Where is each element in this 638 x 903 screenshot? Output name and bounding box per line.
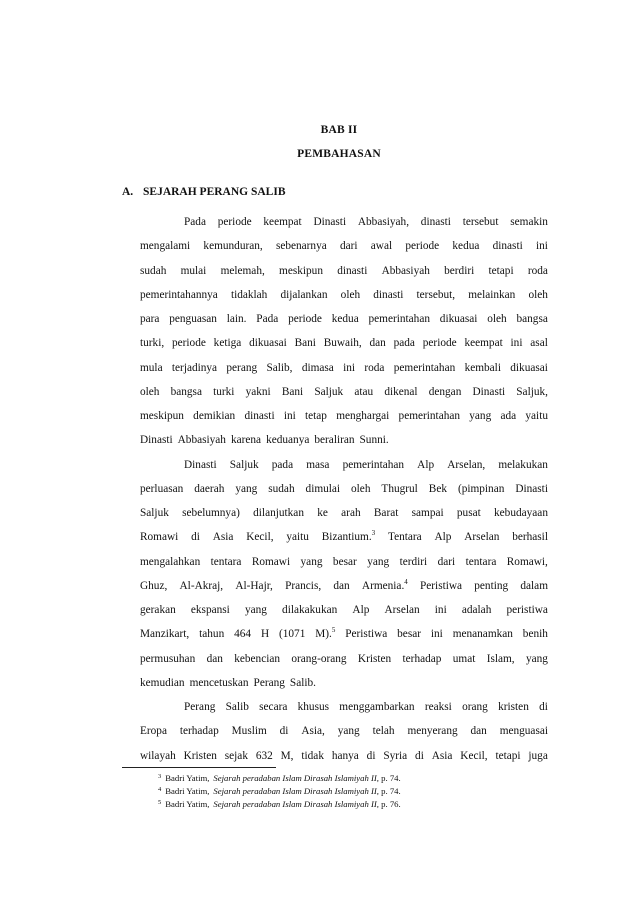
word: Perang [184,701,216,713]
word: keduanya [266,434,310,447]
word: Armenia.$^4$ [361,577,408,592]
word: berhasil [512,531,548,544]
text-line [140,723,548,739]
word: Dinasti [472,385,506,398]
word: tetap [304,410,327,422]
text-line [140,529,548,545]
word: telah [372,725,395,738]
word: Kristen [357,652,392,665]
word: roda [364,361,385,374]
word: lain. [226,313,247,325]
word: di [366,749,376,762]
word: turki [213,385,235,398]
word: dinasti [420,216,451,228]
footnote-rule [122,767,276,768]
word: mengalami [140,240,191,253]
word: perluasan [140,482,184,495]
word: atau [354,385,374,398]
word: di [415,749,424,762]
word: Arselan [384,604,420,616]
word: dan [206,652,223,665]
text-line [140,554,548,570]
word: turki, [140,337,165,350]
text-line [140,408,548,424]
word: periode [288,313,322,325]
word: yang [235,482,258,495]
word: dari [339,240,358,253]
footnote-author: Badri Yatim, [165,799,210,809]
word: Perang [253,676,285,689]
footnote [158,786,401,796]
word: dikenal [384,385,418,398]
word: menguasai [499,725,548,738]
word: oleh [528,288,548,301]
word: Abbasiyah, [357,216,410,228]
word: Ghuz, [140,579,168,592]
word: Dinasti [515,482,548,495]
word: Al-Hajr, [235,579,273,592]
word: ekspansi [190,604,230,616]
word: secara [259,701,288,713]
word: ini [343,361,356,374]
word: periode [405,240,440,253]
word: besar [332,555,357,568]
word: tidak [301,749,324,762]
word: pemerintahan [398,410,461,422]
word: H [260,628,270,641]
word: Dinasti [313,216,347,228]
text-line [184,457,548,473]
section-heading [122,186,286,198]
word: pemerintahan [393,361,456,374]
word: kebudayaan [494,507,548,519]
word: bangsa [516,313,548,325]
word: Muslim [231,725,267,738]
word: Romawi [251,555,291,568]
word: Alp [434,531,452,544]
word: mula [140,361,163,374]
footnote-author: Badri Yatim, [165,773,210,783]
word: Salib. [289,676,316,689]
text-line [140,505,548,521]
word: tetapi [488,264,514,277]
footnote-page: p. 74. [378,773,401,783]
word: Bani [294,337,316,350]
word: gerakan [140,604,176,616]
word: Dinasti [140,434,173,447]
word: ini [434,604,447,616]
word: dimasa [301,361,334,374]
word: juga [528,749,548,762]
word: oleh [487,313,507,325]
text-line [140,360,548,376]
word: dan [369,337,386,350]
word: benih [522,628,548,641]
word: periode [171,337,206,350]
word: Pada [184,216,206,228]
word: menghargai [336,410,390,422]
word: dimulai [305,482,341,495]
word: dan [470,725,487,738]
section-letter: A. [122,186,134,198]
word: di [539,701,548,713]
word: tahun [199,628,225,641]
word: dikuasai [510,361,548,374]
word: mencetuskan [189,676,249,689]
word: ke [317,507,328,519]
word: orang [462,701,488,713]
word: dan [333,579,350,592]
word: sejak [224,749,248,762]
word: kedua [452,240,480,253]
word: Abbasiyah [177,434,226,447]
word: meskipun [279,264,323,277]
footnote-number: 4 [158,786,162,793]
word: oleh [351,482,371,495]
word: adalah [461,604,492,616]
word: Dinasti [184,458,217,471]
word: Thugrul [381,482,418,495]
footnote-page: p. 76. [378,799,401,809]
footnote-ref[interactable]: 4 [404,577,408,586]
text-line [140,602,548,618]
word: menanamkan [452,628,513,641]
word: roda [527,264,548,277]
text-line [184,214,548,230]
word: para [140,313,160,325]
word: Abbasiyah [381,264,430,277]
word: kedua [331,313,359,325]
word: Peristiwa [420,579,463,592]
section-title: SEJARAH PERANG SALIB [143,186,286,198]
word: asal [530,337,548,350]
word: melemah, [220,264,265,277]
word: dinasti [492,240,523,253]
word: yang [300,555,323,568]
word: tentara [465,555,497,568]
word: Tentara [387,531,422,544]
word: mengalahkan [140,555,201,568]
word: Saljuk [140,507,169,519]
word: Arselan, [447,458,486,471]
word: Saljuk [314,385,344,398]
text-line [184,699,548,715]
word: dilanjutkan [253,507,304,519]
text-line [140,287,548,303]
word: Bek [428,482,447,495]
word: Salib [225,701,249,713]
chapter-title: PEMBAHASAN [297,148,381,160]
word: beraliran [314,434,355,447]
word: yang [469,410,492,422]
footnote-ref[interactable]: 3 [371,529,376,538]
word: oleh [140,385,160,398]
word: demikian [193,410,236,422]
word: dikuasai [249,337,287,350]
word: Manzikart, [140,628,190,641]
word: (1071 [278,628,306,641]
word: dikuasai [439,313,478,325]
word: masa [306,458,330,471]
word: yakni [245,385,271,398]
word: dilakakukan [282,604,338,616]
word: Bani [281,385,304,398]
word: daerah [194,482,225,495]
word: oleh [340,288,361,301]
word: sampai [411,507,444,519]
word: yaitu [525,410,548,422]
word: sudah [268,482,295,495]
word: Islam, [486,652,515,665]
word: ini [283,410,296,422]
footnote-author: Badri Yatim, [165,786,210,796]
word: sudah [140,264,167,277]
word: yang [337,725,360,738]
word: 632 [255,749,273,762]
word: Romawi, [506,555,548,568]
word: meskipun [140,410,184,422]
word: M, [280,749,294,762]
word: ini [510,337,523,350]
word: Asia [431,749,453,762]
word: periode [422,337,457,350]
footnote-title: Sejarah peradaban Islam Dirasah Islamiyah II, [213,799,379,809]
word: khusus [297,701,330,713]
word: ketiga [213,337,242,350]
word: pada [393,337,415,350]
word: pusat [456,507,481,519]
word: Al-Akraj, [179,579,224,592]
word: pemerintahan [368,313,430,325]
text-line [140,384,548,400]
word: Peristiwa [345,628,388,641]
word: bangsa [170,385,202,398]
word: di [279,725,289,738]
text-line [140,578,548,594]
word: dijalankan [280,288,328,301]
word: Asia [212,531,234,544]
text-line [140,335,548,351]
text-line [140,481,548,497]
word: (pimpinan [457,482,505,495]
word: terhadap [179,725,219,738]
footnote-page: p. 74. [378,786,401,796]
text-line [140,311,548,327]
footnote-ref[interactable]: 5 [331,626,336,635]
word: Buwaih, [323,337,362,350]
word: karena [230,434,262,447]
word: ini [430,628,443,641]
word: Asia, [301,725,325,738]
word: kebencian [234,652,281,665]
word: awal [370,240,393,253]
word: yaitu [286,531,309,544]
word: yang [525,652,548,665]
word: Pada [256,313,279,325]
word: melainkan [468,288,516,301]
text-line [140,263,548,279]
word: Alp [352,604,370,616]
text-line [140,651,548,667]
word: mulai [180,264,207,277]
footnote-title: Sejarah peradaban Islam Dirasah Islamiyah II, [213,773,379,783]
word: tersebut, [416,288,456,301]
word: terjadinya [171,361,218,374]
word: dinasti [244,410,275,422]
footnote [158,799,401,809]
word: Arselan [464,531,500,544]
word: dengan [428,385,462,398]
footnote-title: Sejarah peradaban Islam Dirasah Islamiyah II, [213,786,379,796]
word: sebenarnya [275,240,327,253]
word: melakukan [498,458,548,471]
word: umat [452,652,476,665]
word: penting [474,579,509,592]
word: menggambarkan [339,701,415,713]
word: hanya [331,749,359,762]
word: pemerintahannya [140,288,218,301]
word: pemerintahan [342,458,405,471]
word: kemudian [140,676,185,689]
word: Romawi [140,531,179,544]
word: Kecil, [246,531,274,544]
word: semakin [510,216,548,228]
word: kristen [498,701,529,713]
word: terdiri [399,555,428,568]
word: Saljuk [229,458,259,471]
word: terhadap [402,652,442,665]
word: pada [271,458,294,471]
footnote-number: 5 [158,799,162,806]
word: besar [397,628,421,641]
word: dalam [520,579,548,592]
word: Alp [417,458,435,471]
word: Syria [383,749,408,762]
word: tentara [210,555,242,568]
word: Sunni. [359,434,389,447]
footnote [158,773,401,783]
word: reaksi [424,701,452,713]
word: ini [535,240,548,253]
word: Saljuk, [516,385,548,398]
text-line [140,432,548,448]
word: dinasti [337,264,368,277]
word: Kristen [183,749,217,762]
text-line [140,748,548,764]
word: keempat [263,216,302,228]
word: keempat [464,337,503,350]
word: yang [244,604,267,616]
word: tidaklah [230,288,268,301]
text-line [140,238,548,254]
word: yang [367,555,390,568]
word: ada [500,410,517,422]
word: kembali [464,361,501,374]
word: Eropa [140,725,167,738]
word: 464 [234,628,252,641]
word: kemunduran, [203,240,263,253]
word: Barat [373,507,399,519]
word: perang [226,361,258,374]
word: sebelumnya) [182,507,240,519]
word: M).$^5$ [315,626,336,641]
word: arah [341,507,361,519]
word: tersebut [462,216,499,228]
word: berdiri [444,264,475,277]
word: dari [437,555,456,568]
word: tetapi [495,749,521,762]
chapter-number: BAB II [320,124,358,136]
word: peristiwa [506,604,548,616]
word: Prancis, [285,579,322,592]
word: wilayah [140,749,176,762]
word: permusuhan [140,652,196,665]
footnote-number: 3 [158,773,162,780]
word: di [191,531,200,544]
word: menyerang [407,725,458,738]
word: Bizantium.$^3$ [321,529,376,544]
word: Salib, [266,361,293,374]
word: penguasan [169,313,217,325]
word: Kecil, [460,749,488,762]
text-line [140,675,548,691]
word: orang-orang [291,652,347,665]
word: periode [217,216,252,228]
text-line [140,626,548,642]
word: dinasti [373,288,404,301]
